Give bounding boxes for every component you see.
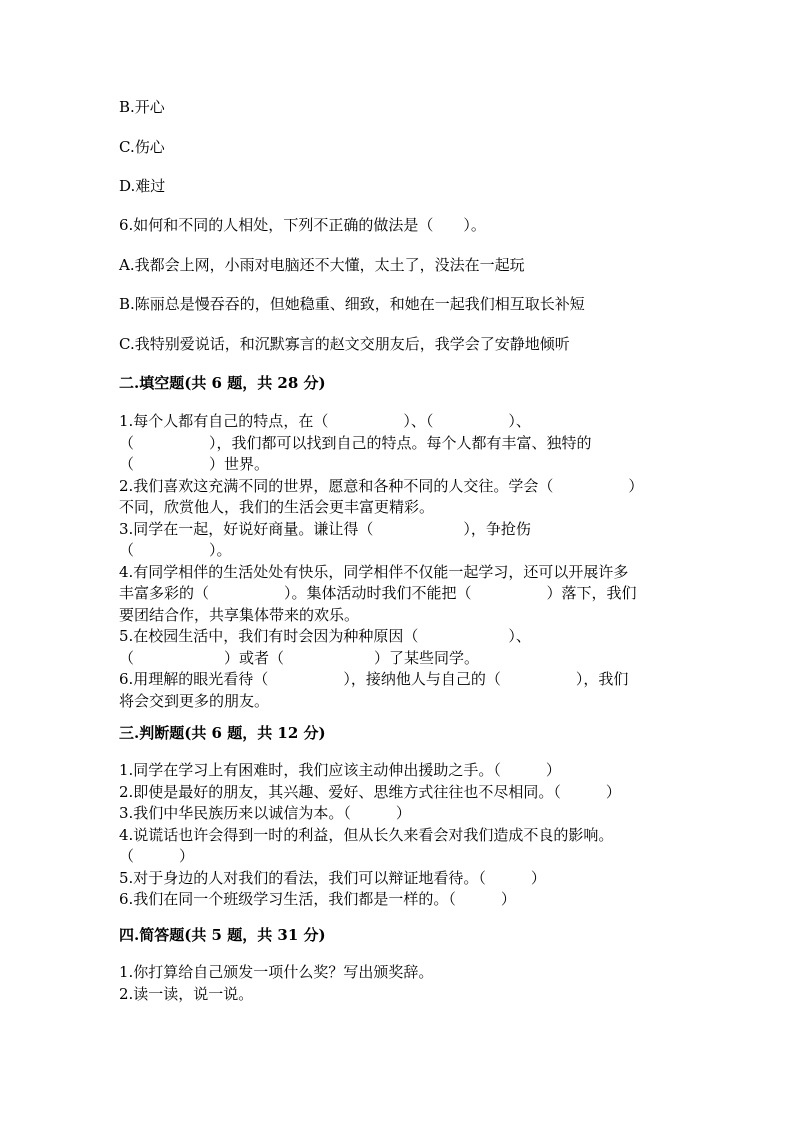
question-line: （ ） [119,847,195,865]
question-line: （ ），我们都可以找到自己的特点。每个人都有丰富、独特的 [119,433,592,452]
question-line: 2.即使是最好的朋友，其兴趣、爱好、思维方式往往也不尽相同。（ ） [119,782,621,801]
question-line: （ ）或者（ ）了某些同学。 [119,648,480,667]
q5-option-b: B.开心 [119,98,165,116]
question-line: 1.你打算给自己颁发一项什么奖？写出颁奖辞。 [119,963,434,981]
question-line: 5.对于身边的人对我们的看法，我们可以辩证地看待。（ ） [119,868,546,887]
question-line: （ ）世界。 [119,455,270,473]
true-false-questions [119,760,679,911]
question-line: 2.我们喜欢这充满不同的世界，愿意和各种不同的人交往。学会（ ） [119,476,644,495]
q6-option-c: C.我特别爱说话，和沉默寡言的赵文交朋友后，我学会了安静地倾听 [119,335,570,353]
question-line: 丰富多彩的（ ）。集体活动时我们不能把（ ）落下，我们 [119,584,637,602]
question-line: 1.每个人都有自己的特点，在（ ）、（ ）、 [119,412,531,430]
q6-stem: 6.如何和不同的人相处，下列不正确的做法是（ ）。 [119,216,486,234]
question-line: 不同，欣赏他人，我们的生活会更丰富更精彩。 [119,498,435,516]
question-line: 3.同学在一起，好说好商量。谦让得（ ），争抢伤 [119,519,531,538]
question-line: 要团结合作，共享集体带来的欢乐。 [119,605,360,624]
fill-blank-questions [119,411,679,712]
question-line: （ ）。 [119,541,232,559]
q5-option-d: D.难过 [119,177,166,195]
q6-option-b: B.陈丽总是慢吞吞的，但她稳重、细致，和她在一起我们相互取长补短 [119,295,585,313]
q6-option-a: A.我都会上网，小雨对电脑还不大懂，太土了，没法在一起玩 [119,256,525,274]
question-line: 2.读一读，说一说。 [119,984,254,1003]
q5-option-c: C.伤心 [119,138,165,156]
short-answer-questions [119,962,679,1005]
question-line: 4.有同学相伴的生活处处有快乐，同学相伴不仅能一起学习，还可以开展许多 [119,562,629,581]
question-line: 1.同学在学习上有困难时，我们应该主动伸出援助之手。（ ） [119,761,561,779]
section-heading-fill-blank: 二.填空题(共 6 题，共 28 分) [119,374,326,392]
section-heading-short-answer: 四.简答题(共 5 题，共 31 分) [119,926,326,944]
question-line: 6.用理解的眼光看待（ ），接纳他人与自己的（ ），我们 [119,670,629,688]
question-line: 5.在校园生活中，我们有时会因为种种原因（ ）、 [119,627,531,645]
question-line: 4.说谎话也许会得到一时的利益，但从长久来看会对我们造成不良的影响。 [119,825,614,844]
question-line: 3.我们中华民族历来以诚信为本。（ ） [119,804,411,822]
section-heading-true-false: 三.判断题(共 6 题，共 12 分) [119,724,326,742]
question-line: 6.我们在同一个班级学习生活，我们都是一样的。（ ） [119,890,516,908]
question-line: 将会交到更多的朋友。 [119,691,270,710]
